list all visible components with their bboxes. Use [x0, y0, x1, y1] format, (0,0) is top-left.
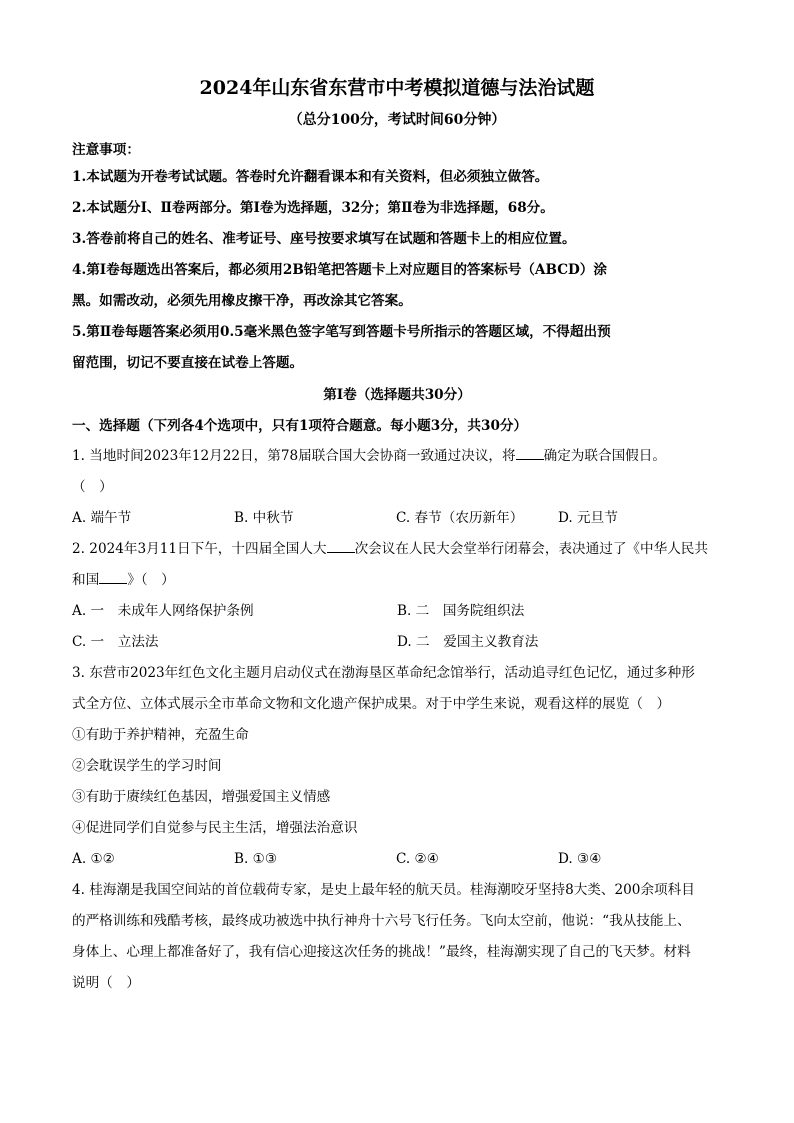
notice-line: 2.本试题分Ⅰ、Ⅱ卷两部分。第Ⅰ卷为选择题，32分；第Ⅱ卷为非选择题，68分。	[72, 200, 554, 216]
option-row	[72, 596, 722, 627]
question-text: 4. 桂海潮是我国空间站的首位载荷专家，是史上最年轻的航天员。桂海潮咬牙坚持8大类、200余项科目	[72, 882, 695, 898]
question-text: 3. 东营市2023年红色文化主题月启动仪式在渤海垦区革命纪念馆举行，活动追寻红色记忆，通过多种形	[72, 665, 695, 681]
option-b: B. 中秋节	[234, 510, 294, 526]
statement-item: ①有助于养护精神，充盈生命	[72, 727, 249, 743]
question-1	[72, 441, 722, 534]
answer-blank	[516, 445, 544, 460]
question-text: 的严格训练和残酷考核，最终成功被选中执行神舟十六号飞行任务。飞向太空前，他说：“我从技能上、	[72, 913, 691, 929]
option-c: C. ②④	[396, 851, 439, 867]
question-3	[72, 658, 722, 875]
notice-line: 5.第Ⅱ卷每题答案必须用0.5毫米黑色签字笔写到答题卡号所指示的答题区域，不得超出预	[72, 324, 611, 340]
option-b: B. ①③	[234, 851, 278, 867]
question-text	[72, 534, 722, 565]
exam-title: 2024年山东省东营市中考模拟道德与法治试题	[199, 77, 595, 99]
notice-line: 留范围，切记不要直接在试卷上答题。	[72, 355, 304, 371]
option-c: C. 春节（农历新年）	[396, 510, 524, 526]
option-row	[72, 844, 722, 875]
question-text-part: 2. 2024年3月11日下午，十四届全国人大	[72, 541, 327, 557]
question-4	[72, 875, 722, 999]
option-d: D. 二 爱国主义教育法	[397, 634, 539, 650]
question-text-part: 1. 当地时间2023年12月22日，第78届联合国大会协商一致通过决议，将	[72, 448, 516, 464]
answer-blank	[327, 538, 355, 553]
question-text: 说明（ ）	[72, 975, 140, 991]
option-b: B. 二 国务院组织法	[397, 603, 525, 619]
option-d: D. ③④	[558, 851, 602, 867]
question-text-part: 次会议在人民大会堂举行闭幕会，表决通过了《中华人民共	[354, 541, 708, 557]
answer-blank	[99, 569, 127, 584]
exam-subtitle: （总分100分，考试时间60分钟）	[288, 112, 506, 128]
section-title: 第Ⅰ卷（选择题共30分）	[323, 387, 471, 403]
notice-line: 3.答卷前将自己的姓名、准考证号、座号按要求填写在试题和答题卡上的相应位置。	[72, 231, 576, 247]
option-c: C. 一 立法法	[72, 634, 159, 650]
question-text-part: 》（ ）	[127, 572, 175, 588]
notice-line: 4.第Ⅰ卷每题选出答案后，都必须用2B铅笔把答题卡上对应题目的答案标号（ABCD）涂	[72, 262, 607, 278]
question-2	[72, 534, 722, 658]
option-row	[72, 503, 722, 534]
option-a: A. 端午节	[72, 510, 132, 526]
statement-item: ③有助于赓续红色基因，增强爱国主义情感	[72, 789, 331, 805]
section-instructions: 一、选择题（下列各4个选项中，只有1项符合题意。每小题3分，共30分）	[72, 418, 528, 434]
statement-item: ②会耽误学生的学习时间	[72, 758, 222, 774]
option-a: A. 一 未成年人网络保护条例	[72, 603, 254, 619]
answer-bracket: （ ）	[72, 479, 113, 495]
notice-list	[72, 162, 722, 379]
option-a: A. ①②	[72, 851, 115, 867]
option-d: D. 元旦节	[558, 510, 618, 526]
question-text	[72, 565, 722, 596]
question-text: 身体上、心理上都准备好了，我有信心迎接这次任务的挑战！”最终，桂海潮实现了自己的飞天梦。材料	[72, 944, 691, 960]
question-text: 式全方位、立体式展示全市革命文物和文化遗产保护成果。对于中学生来说，观看这样的展览（ ）	[72, 696, 671, 712]
notice-line: 1.本试题为开卷考试试题。答卷时允许翻看课本和有关资料，但必须独立做答。	[72, 169, 549, 185]
statement-item: ④促进同学们自觉参与民主生活，增强法治意识	[72, 820, 358, 836]
notice-heading: 注意事项：	[72, 142, 140, 158]
option-row	[72, 627, 722, 658]
question-text-part: 确定为联合国假日。	[543, 448, 666, 464]
question-text	[72, 441, 722, 472]
question-text-part: 和国	[72, 572, 100, 588]
notice-line: 黑。如需改动，必须先用橡皮擦干净，再改涂其它答案。	[72, 293, 412, 309]
